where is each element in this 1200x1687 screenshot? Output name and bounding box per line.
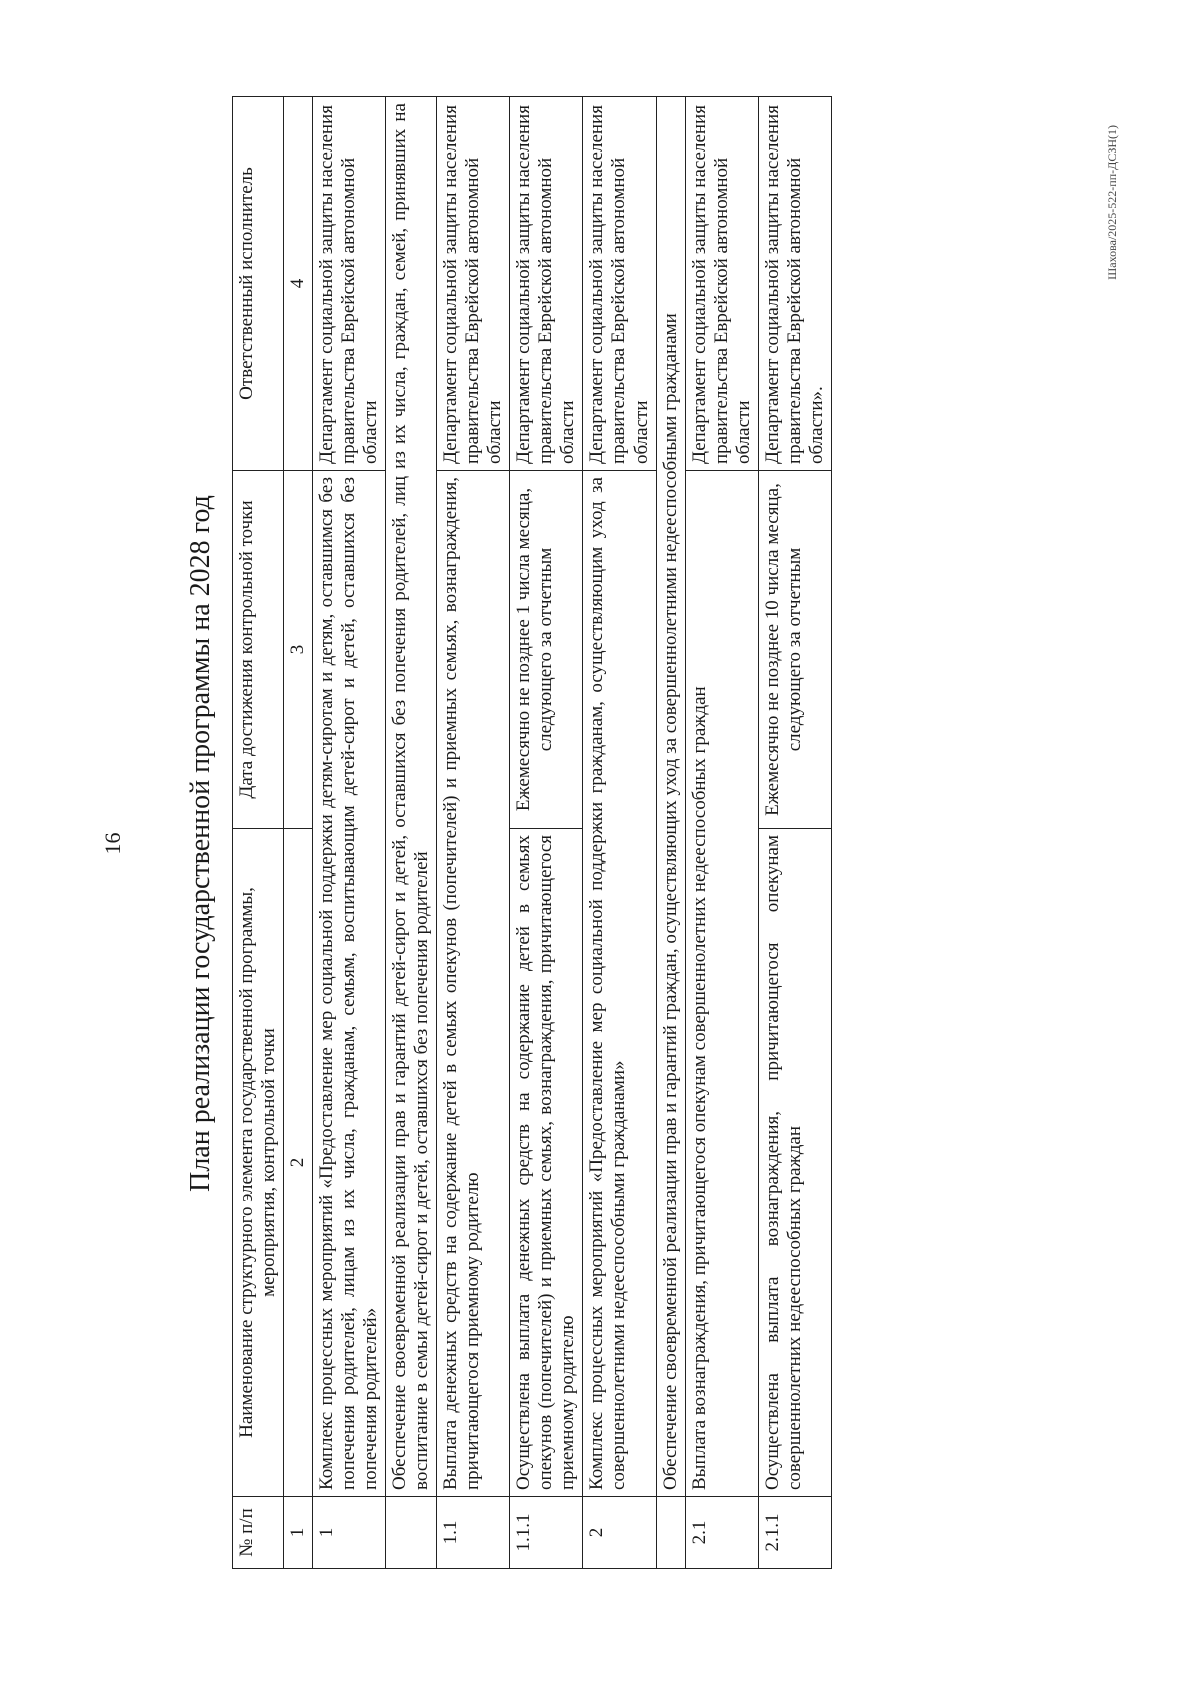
row-executor: Департамент социальной защиты населения правительства Еврейской автономной области». (758, 97, 831, 471)
row-name: Комплекс процессных мероприятий «Предоставление мер социальной поддержки детям-сиротам и детям, оставшимся без попечения родителей, лицам из их числа, гражданам, семьям, воспитывающим детей-сирот и детей, оставшихся без попечения родителей» (313, 471, 386, 1497)
column-number: 1 (284, 1497, 313, 1569)
document-code: Шахова/2025-522-пп-ДСЗН(1) (1105, 125, 1119, 280)
row-name: Осуществлена выплата денежных средств на содержание детей в семьях опекунов (попечителей) и приемных семьях, вознаграждения, причитающегося приемному родителю (510, 829, 583, 1497)
header-executor: Ответственный исполнитель (233, 97, 284, 471)
header-row (233, 97, 284, 1569)
row-number: 1.1.1 (510, 1497, 583, 1569)
row-executor: Департамент социальной защиты населения правительства Еврейской автономной области (437, 97, 510, 471)
table-row (685, 97, 758, 1569)
row-executor: Департамент социальной защиты населения правительства Еврейской автономной области (685, 97, 758, 471)
column-number: 3 (284, 471, 313, 829)
page-title: План реализации государственной программы на 2028 год (185, 495, 216, 1192)
table-row (510, 97, 583, 1569)
row-section-text: Обеспечение своевременной реализации прав и гарантий граждан, осуществляющих уход за совершеннолетними недееспособными гражданами (656, 97, 685, 1497)
row-name: Выплата вознаграждения, причитающегося опекунам совершеннолетних недееспособных граждан (685, 471, 758, 1497)
table-row (437, 97, 510, 1569)
row-executor: Департамент социальной защиты населения правительства Еврейской автономной области (583, 97, 656, 471)
row-executor: Департамент социальной защиты населения правительства Еврейской автономной области (510, 97, 583, 471)
row-date: Ежемесячно не позднее 10 числа месяца, следующего за отчетным (758, 471, 831, 829)
row-name: Выплата денежных средств на содержание детей в семьях опекунов (попечителей) и приемных семьях, вознаграждения, причитающегося приемному родителю (437, 471, 510, 1497)
table-row (386, 97, 437, 1569)
plan-table (232, 96, 832, 1569)
row-number: 2.1.1 (758, 1497, 831, 1569)
column-number: 2 (284, 829, 313, 1497)
header-num: № п/п (233, 1497, 284, 1569)
row-name: Осуществлена выплата вознаграждения, причитающегося опекунам совершеннолетних недееспособных граждан (758, 829, 831, 1497)
table-row (758, 97, 831, 1569)
row-number: 2.1 (685, 1497, 758, 1569)
row-number: 1 (313, 1497, 386, 1569)
row-number (656, 1497, 685, 1569)
header-name: Наименование структурного элемента государственной программы, мероприятия, контрольной точки (233, 829, 284, 1497)
table-row (656, 97, 685, 1569)
header-date: Дата достижения контрольной точки (233, 471, 284, 829)
row-number: 2 (583, 1497, 656, 1569)
row-date: Ежемесячно не позднее 1 числа месяца, следующего за отчетным (510, 471, 583, 829)
page-number: 16 (100, 832, 125, 855)
row-number (386, 1497, 437, 1569)
row-number: 1.1 (437, 1497, 510, 1569)
row-name: Комплекс процессных мероприятий «Предоставление мер социальной поддержки гражданам, осуществляющим уход за совершеннолетними недееспособными гражданами» (583, 471, 656, 1497)
column-number-row (284, 97, 313, 1569)
row-section-text: Обеспечение своевременной реализации прав и гарантий детей-сирот и детей, оставшихся без попечения родителей, лиц из их числа, граждан, семей, принявших на воспитание в семьи детей-сирот и детей, оставшихся без попечения родителей (386, 97, 437, 1497)
column-number: 4 (284, 97, 313, 471)
table-row (313, 97, 386, 1569)
row-executor: Департамент социальной защиты населения правительства Еврейской автономной области (313, 97, 386, 471)
table-row (583, 97, 656, 1569)
